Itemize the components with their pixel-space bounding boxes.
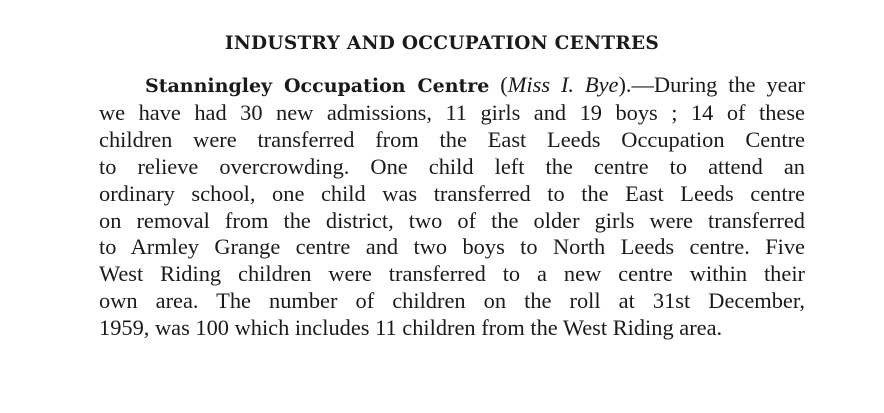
section-heading: INDUSTRY AND OCCUPATION CENTRES	[224, 33, 660, 54]
paragraph-line-4: to relieve overcrowding. One child left the centre to attend an	[99, 153, 805, 179]
open-paren: (	[489, 72, 508, 97]
paragraph-line-1	[99, 72, 805, 100]
paragraph-line-2: we have had 30 new admissions, 11 girls and 19 boys ; 14 of these	[99, 99, 805, 125]
centre-paragraph	[99, 72, 805, 342]
paragraph-line-10: 1959, was 100 which includes 11 children from the West Riding area.	[99, 315, 723, 341]
paragraph-line-3: children were transferred from the East Leeds Occupation Centre	[99, 126, 805, 152]
paragraph-line-7: to Armley Grange centre and two boys to North Leeds centre. Five	[99, 234, 805, 260]
paragraph-line-5: ordinary school, one child was transferred to the East Leeds centre	[99, 180, 805, 206]
paragraph-line-9: own area. The number of children on the roll at 31st December,	[99, 288, 805, 314]
centre-name: Stanningley Occupation Centre	[145, 75, 490, 97]
paragraph-line-8: West Riding children were transferred to a new centre within their	[99, 261, 805, 287]
paragraph-line-6: on removal from the district, two of the older girls were transferred	[99, 207, 805, 233]
supervisor-name: Miss I. Bye	[507, 72, 619, 97]
line-1-tail: ).—During the year	[618, 72, 805, 97]
